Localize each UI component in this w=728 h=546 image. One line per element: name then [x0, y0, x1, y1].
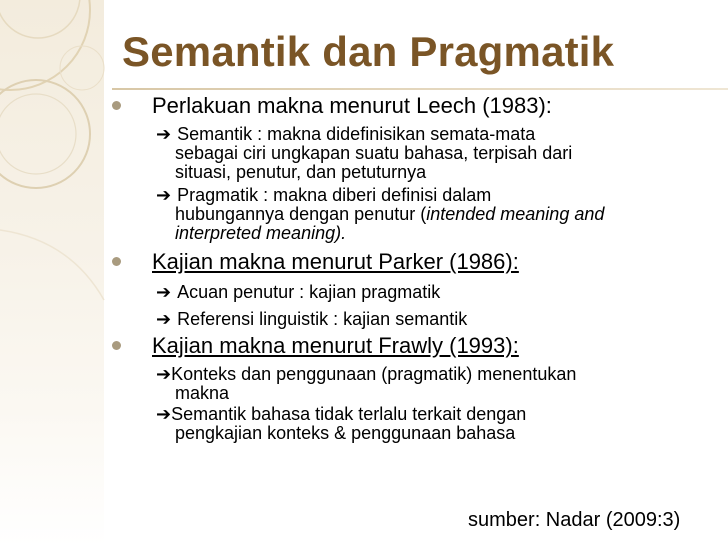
sub-line: makna [175, 383, 230, 403]
sub-item-acuan [104, 283, 720, 302]
left-decorative-band [0, 0, 104, 546]
sub-line [156, 224, 720, 243]
sub-line: situasi, penutur, dan petuturnya [175, 162, 427, 182]
arrow-right-icon: ➔ [156, 124, 172, 144]
arrow-right-icon: ➔ [156, 185, 172, 205]
sub-line: Konteks dan penggunaan (pragmatik) menentukan [171, 364, 577, 384]
bullet-heading: Perlakuan makna menurut Leech (1983): [152, 93, 552, 118]
sub-item-semantik-bahasa [104, 405, 720, 443]
sub-line: Referensi linguistik : kajian semantik [177, 309, 468, 329]
page-title: Semantik dan Pragmatik [122, 28, 615, 75]
sub-line-text: hubungannya dengan penutur ( [175, 204, 427, 224]
sub-line-italic: interpreted meaning). [175, 223, 347, 243]
circle-bullet-icon [112, 341, 121, 350]
sub-item-semantik [104, 125, 720, 182]
slide-content [104, 93, 720, 443]
arrow-right-icon: ➔ [156, 309, 172, 329]
sub-item-referensi [104, 310, 720, 329]
source-citation: sumber: Nadar (2009:3) [468, 509, 681, 531]
sub-line [156, 205, 720, 224]
sub-item-konteks [104, 365, 720, 403]
sub-line: Semantik bahasa tidak terlalu terkait dengan [171, 404, 527, 424]
sub-line: Acuan penutur : kajian pragmatik [177, 282, 441, 302]
sub-line: Pragmatik : makna diberi definisi dalam [177, 185, 492, 205]
arrow-right-icon: ➔ [156, 364, 172, 384]
title-divider [112, 88, 728, 90]
sub-line: Semantik : makna didefinisikan semata-mata [177, 124, 536, 144]
bullet-item-frawly [104, 333, 720, 359]
bullet-heading: Kajian makna menurut Parker (1986): [152, 249, 519, 274]
circle-bullet-icon [112, 257, 121, 266]
circle-bullet-icon [112, 101, 121, 110]
bullet-heading: Kajian makna menurut Frawly (1993): [152, 333, 519, 358]
sub-item-pragmatik [104, 186, 720, 243]
arrow-right-icon: ➔ [156, 282, 172, 302]
bullet-item-leech [104, 93, 720, 119]
bullet-item-parker [104, 249, 720, 275]
arrow-right-icon: ➔ [156, 404, 172, 424]
sub-line: sebagai ciri ungkapan suatu bahasa, terpisah dari [175, 143, 573, 163]
sub-line-italic: intended meaning and [426, 204, 605, 224]
sub-line: pengkajian konteks & penggunaan bahasa [175, 423, 516, 443]
